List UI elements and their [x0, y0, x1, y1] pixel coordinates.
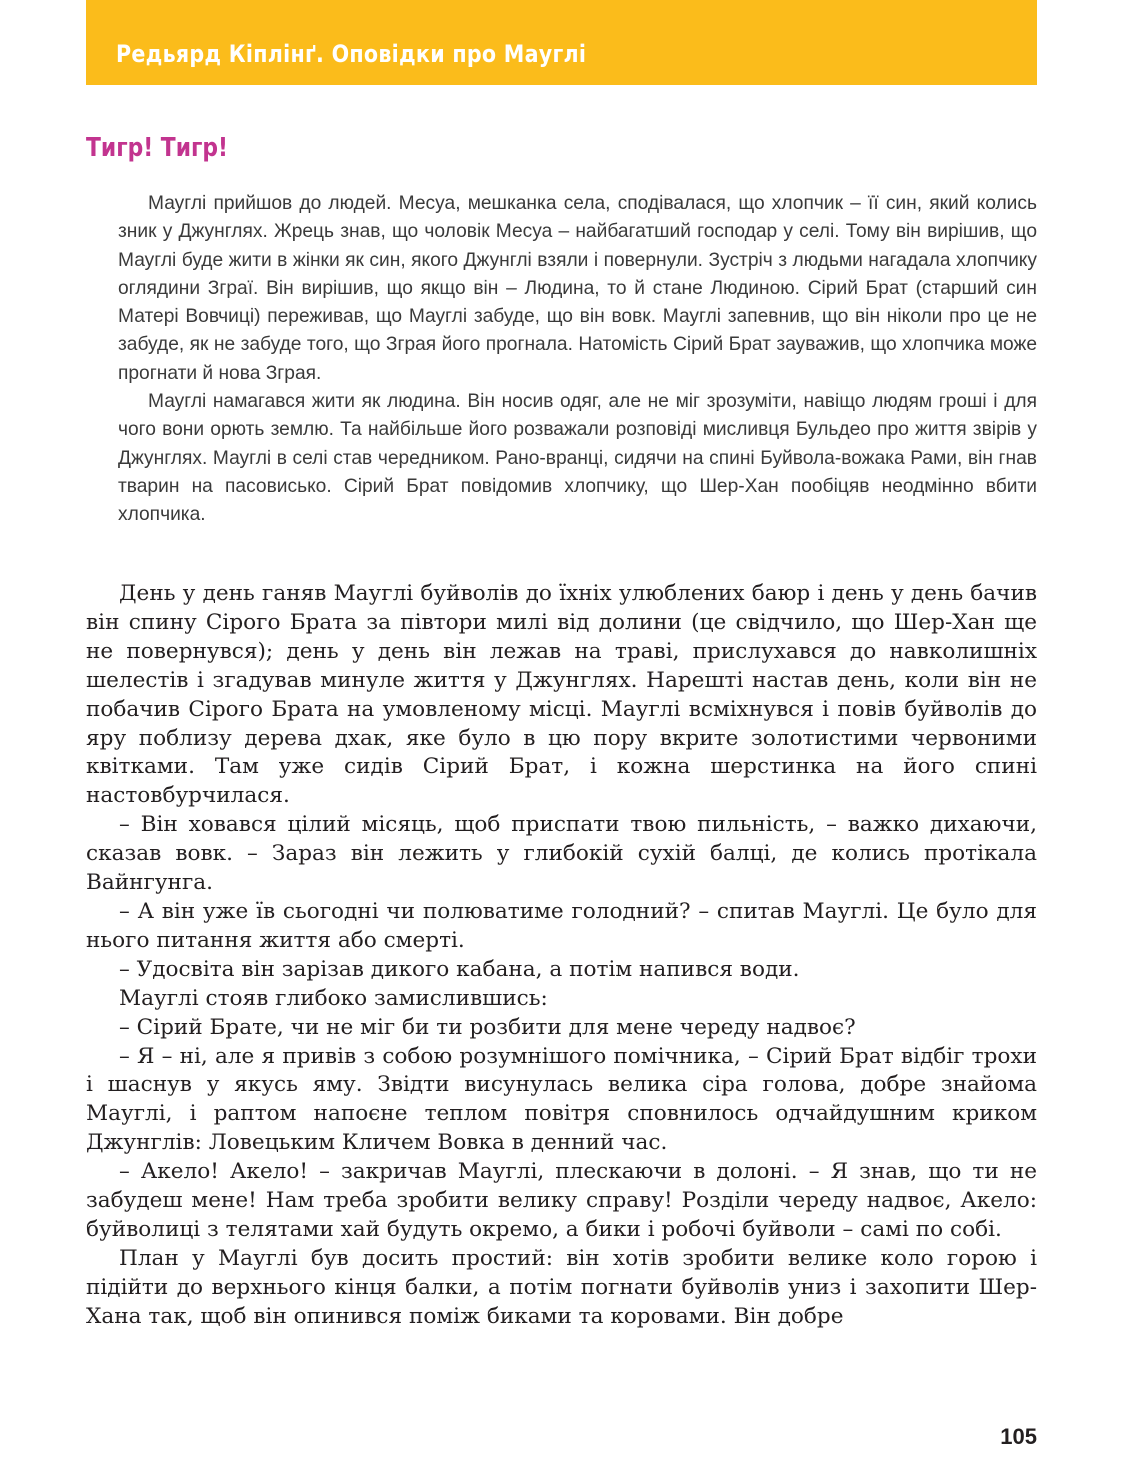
- story-paragraph: – А він уже їв сьогодні чи полюватиме голодний? – спитав Мауглі. Це було для нього питання життя або смерті.: [86, 898, 1037, 953]
- story-paragraph: – Сірий Брате, чи не міг би ти розбити для мене череду надвоє?: [119, 1014, 856, 1040]
- summary-paragraph: Мауглі намагався жити як людина. Він носив одяг, але не міг зрозуміти, навіщо людям гроші і для чого вони орють землю. Та найбільше його розважали розповіді мисливця Бульдео про життя звірів у Джунглях. Мауглі в селі став чередником. Рано-вранці, сидячи на спині Буйвола-вожака Рами, він гнав тварин на пасовисько. Сірий Брат повідомив хлопчику, що Шер-Хан пообіцяв неодмінно вбити хлопчика.: [118, 391, 1037, 526]
- story-paragraph: – Я – ні, але я привів з собою розумнішого помічника, – Сірий Брат відбіг трохи і шаснув у якусь яму. Звідти висунулась велика сіра голова, добре знайома Мауглі, і раптом напоєне теплом повітря сповнилось одчайдушним криком Джунглів: Ловецьким Кличем Вовка в денний час.: [86, 1043, 1037, 1156]
- story-text: [86, 580, 1037, 1332]
- story-paragraph: День у день ганяв Мауглі буйволів до їхніх улюблених баюр і день у день бачив він спину Сірого Брата за півтори милі від долини (це свідчило, що Шер-Хан ще не повернувся); день у день він лежав на траві, прислухався до навколишніх шелестів і згадував минуле життя у Джунглях. Нарешті настав день, коли він не побачив Сірого Брата на умовленому місці. Мауглі всміхнувся і повів буйволів до яру поблизу дерева дхак, яке було в цю пору вкрите золотистими червоними квітками. Там уже сидів Сірий Брат, і кожна шерстинка на його спині настовбурчилася.: [86, 581, 1037, 809]
- header-band: [86, 0, 1037, 85]
- summary-paragraph: Мауглі прийшов до людей. Месуа, мешканка села, сподівалася, що хлопчик – її син, який колись зник у Джунглях. Жрець знав, що чоловік Месуа – найбагатший господар у селі. Тому він вирішив, що Мауглі буде жити в жінки як син, якого Джунглі взяли і повернули. Зустріч з людьми нагадала хлопчику оглядини Зграї. Він вирішив, що якщо він – Людина, то й стане Людиною. Сірий Брат (старший син Матері Вовчиці) переживав, що Мауглі забуде, що він вовк. Мауглі запевнив, що він ніколи про це не забуде, як не забуде того, що Зграя його прогнала. Натомість Сірий Брат зауважив, що хлопчика може прогнати й нова Зграя.: [118, 193, 1037, 384]
- story-paragraph: – Акело! Акело! – закричав Мауглі, плескаючи в долоні. – Я знав, що ти не забудеш мене! Нам треба зробити велику справу! Розділи череду надвоє, Акело: буйволиці з телятами хай будуть окремо, а бики і робочі буйволи – самі по собі.: [86, 1159, 1037, 1242]
- chapter-summary: [118, 190, 1037, 530]
- story-paragraph: – Удосвіта він зарізав дикого кабана, а потім напився води.: [119, 956, 800, 982]
- page-number: 105: [1000, 1424, 1037, 1449]
- story-paragraph: Мауглі стояв глибоко замислившись:: [119, 985, 548, 1011]
- story-paragraph: План у Мауглі був досить простий: він хотів зробити велике коло горою і підійти до верхнього кінця балки, а потім погнати буйволів униз і захопити Шер-Хана так, щоб він опинився поміж биками та коровами. Він добре: [86, 1245, 1037, 1329]
- story-paragraph: – Він ховався цілий місяць, щоб приспати твою пильність, – важко дихаючи, сказав вовк. – Зараз він лежить у глибокій сухій балці, де колись протікала Вайнгунга.: [86, 812, 1037, 896]
- book-title: Редьярд Кіплінґ. Оповідки про Мауглі: [116, 40, 587, 68]
- chapter-title: Тигр! Тигр!: [86, 133, 229, 163]
